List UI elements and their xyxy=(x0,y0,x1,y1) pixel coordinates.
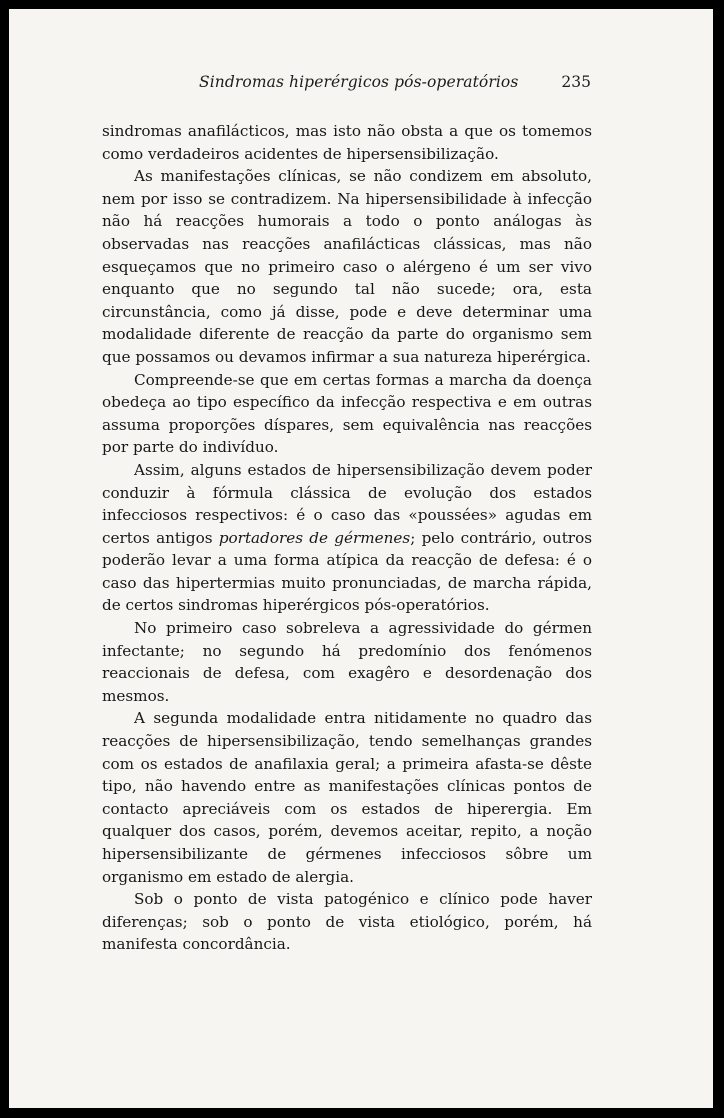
paragraph-2: As manifestações clínicas, se não condizem em absoluto, nem por isso se contradizem. Na hipersensibilidade à infecção não há reacções humorais a todo o ponto análogas às observadas nas reacções anafilácticas clássicas, mas não esqueçamos que no primeiro caso o alérgeno é um ser vivo enquanto que no segundo tal não sucede; ora, esta circunstância, como já disse, pode e deve determinar uma modalidade diferente de reacção da parte do organismo sem que possamos ou devamos infirmar a sua natureza hiperérgica. xyxy=(102,167,592,366)
paragraph-6: A segunda modalidade entra nitidamente no quadro das reacções de hipersensibilização, tendo semelhanças grandes com os estados de anafilaxia geral; a primeira afasta-se dêste tipo, não havendo entre as manifestações clínicas pontos de contacto apreciáveis com os estados de hiperergia. Em qualquer dos casos, porém, devemos aceitar, repito, a noção hipersensibilizante de gérmenes infecciosos sôbre um organismo em estado de alergia. xyxy=(102,709,592,886)
paragraph-1: sindromas anafilácticos, mas isto não obsta a que os tomemos como verdadeiros acidentes de hipersensibilização. xyxy=(102,122,592,163)
body-text xyxy=(102,120,592,956)
paragraph-4-text-before: Assim, alguns estados de hipersensibilização devem poder conduzir à fórmula clássica de evolução dos estados infecciosos respectivos: é o caso das «poussées» agudas em certos antigos xyxy=(102,460,592,547)
page-number: 235 xyxy=(561,73,591,91)
paragraph-7: Sob o ponto de vista patogénico e clínico pode haver diferenças; sob o ponto de vista etiológico, porém, há manifesta concordância. xyxy=(102,890,592,954)
running-head xyxy=(101,71,591,95)
paragraph-4-text-after: ; pelo contrário, outros poderão levar a uma forma atípica da reacção de defesa: é o caso das hipertermias muito pronunciadas, de marcha rápida, de certos sindromas hiperérgicos pós-operatórios. xyxy=(102,528,593,615)
running-title: Sindromas hiperérgicos pós-operatórios xyxy=(199,73,519,91)
book-page xyxy=(9,9,713,1108)
paragraph-4 xyxy=(102,459,592,617)
paragraph-4-emphasis: portadores de gérmenes xyxy=(218,528,411,547)
paragraph-5: No primeiro caso sobreleva a agressividade do gérmen infectante; no segundo há predomínio dos fenómenos reaccionais de defesa, com exagêro e desordenação dos mesmos. xyxy=(102,619,592,705)
paragraph-3: Compreende-se que em certas formas a marcha da doença obedeça ao tipo específico da infecção respectiva e em outras assuma proporções díspares, sem equivalência nas reacções por parte do indivíduo. xyxy=(102,370,592,457)
